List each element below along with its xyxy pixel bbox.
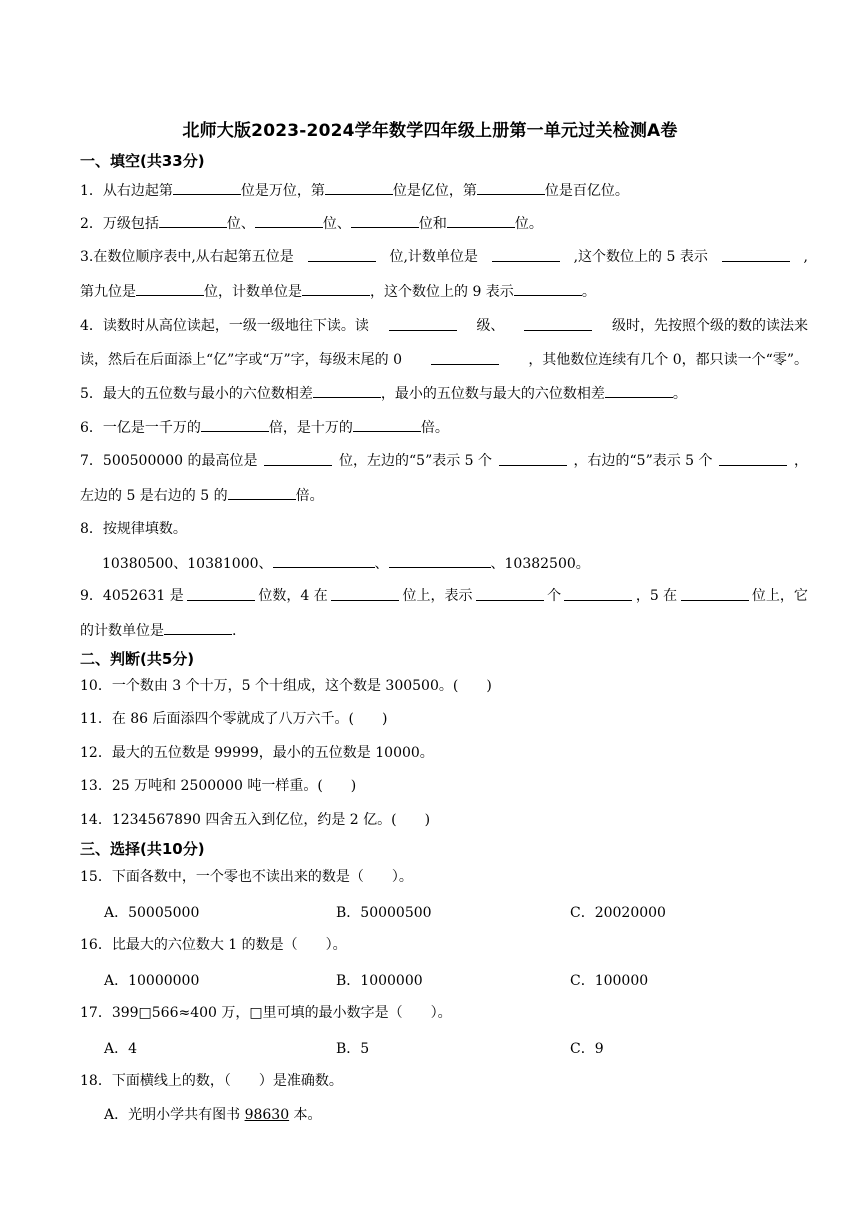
answer-blank[interactable] bbox=[514, 281, 582, 296]
answer-blank[interactable] bbox=[136, 281, 204, 296]
question-2: 2．万级包括 位、 位、 位和 位。 bbox=[80, 213, 543, 234]
answer-blank[interactable] bbox=[159, 213, 227, 228]
option-b[interactable]: B．50000500 bbox=[336, 905, 432, 921]
page-title: 北师大版2023-2024学年数学四年级上册第一单元过关检测A卷 bbox=[182, 121, 678, 141]
question-16: 16．比最大的六位数大 1 的数是（ ）。 bbox=[80, 937, 347, 953]
answer-blank[interactable] bbox=[164, 620, 232, 635]
option-b[interactable]: B．5 bbox=[336, 1041, 370, 1057]
option-c[interactable]: C．20020000 bbox=[570, 905, 666, 921]
question-14: 14．1234567890 四舍五入到亿位，约是 2 亿。( ) bbox=[80, 812, 431, 828]
question-9-line-2: 的计数单位是 . bbox=[80, 620, 236, 641]
answer-blank[interactable] bbox=[187, 586, 255, 601]
question-8: 8．按规律填数。 bbox=[80, 521, 187, 537]
answer-blank[interactable] bbox=[353, 417, 421, 432]
option-a[interactable]: A．10000000 bbox=[104, 973, 200, 989]
answer-blank[interactable] bbox=[605, 383, 673, 398]
option-a[interactable]: A．光明小学共有图书 98630 本。 bbox=[104, 1107, 322, 1123]
answer-blank[interactable] bbox=[431, 350, 499, 365]
question-1: 1．从右边起第 位是万位，第 位是亿位，第 位是百亿位。 bbox=[80, 180, 629, 201]
answer-blank[interactable] bbox=[302, 281, 370, 296]
answer-blank[interactable] bbox=[564, 586, 632, 601]
underlined-number: 98630 bbox=[244, 1107, 290, 1123]
answer-blank[interactable] bbox=[681, 586, 749, 601]
answer-blank[interactable] bbox=[389, 553, 491, 568]
section-choice-heading: 三、选择(共10分) bbox=[80, 840, 205, 858]
option-a[interactable]: A．50005000 bbox=[104, 905, 200, 921]
answer-blank[interactable] bbox=[308, 247, 376, 262]
answer-blank[interactable] bbox=[325, 180, 393, 195]
answer-blank[interactable] bbox=[331, 586, 399, 601]
answer-blank[interactable] bbox=[722, 247, 790, 262]
answer-blank[interactable] bbox=[313, 383, 381, 398]
option-c[interactable]: C．9 bbox=[570, 1041, 604, 1057]
question-13: 13．25 万吨和 2500000 吨一样重。( ) bbox=[80, 778, 357, 794]
answer-blank[interactable] bbox=[524, 316, 592, 331]
question-17: 17．399□566≈400 万，□里可填的最小数字是（ ）。 bbox=[80, 1005, 452, 1021]
question-12: 12．最大的五位数是 99999，最小的五位数是 10000。 bbox=[80, 745, 434, 761]
option-c[interactable]: C．100000 bbox=[570, 973, 649, 989]
question-3-line-2: 第九位是 位，计数单位是 ，这个数位上的 9 表示 。 bbox=[80, 281, 596, 302]
question-7-line-1: 7．500500000 的最高位是 位，左边的“5”表示 5 个 ，右边的“5”表示 5 个 ， bbox=[80, 453, 808, 469]
answer-blank[interactable] bbox=[492, 247, 560, 262]
answer-blank[interactable] bbox=[476, 586, 544, 601]
question-18: 18．下面横线上的数，（ ）是准确数。 bbox=[80, 1073, 343, 1089]
answer-blank[interactable] bbox=[273, 553, 375, 568]
answer-blank[interactable] bbox=[351, 213, 419, 228]
answer-blank[interactable] bbox=[477, 180, 545, 195]
answer-blank[interactable] bbox=[447, 213, 515, 228]
answer-blank[interactable] bbox=[499, 451, 567, 466]
question-8-sequence: 10380500、10381000、 、 、10382500。 bbox=[102, 553, 590, 574]
answer-blank[interactable] bbox=[201, 417, 269, 432]
question-5: 5．最大的五位数与最小的六位数相差 ，最小的五位数与最大的六位数相差 。 bbox=[80, 383, 687, 404]
section-judge-heading: 二、判断(共5分) bbox=[80, 650, 195, 668]
question-10: 10．一个数由 3 个十万，5 个十组成，这个数是 300500。( ) bbox=[80, 678, 492, 694]
question-15: 15．下面各数中，一个零也不读出来的数是（ ）。 bbox=[80, 869, 413, 885]
answer-blank[interactable] bbox=[228, 485, 296, 500]
question-4-line-2: 读，然后在后面添上“亿”字或“万”字，每级末尾的 0 ，其他数位连续有几个 0，都只读一个“零”。 bbox=[80, 352, 808, 368]
question-4-line-1: 4．读数时从高位读起，一级一级地往下读。读 级、 级时，先按照个级的数的读法来 bbox=[80, 318, 808, 334]
question-11: 11．在 86 后面添四个零就成了八万六千。( ) bbox=[80, 711, 388, 727]
answer-blank[interactable] bbox=[264, 451, 332, 466]
answer-blank[interactable] bbox=[173, 180, 241, 195]
question-6: 6．一亿是一千万的 倍，是十万的 倍。 bbox=[80, 417, 449, 438]
question-7-line-2: 左边的 5 是右边的 5 的 倍。 bbox=[80, 485, 324, 506]
section-fill-blank-heading: 一、填空(共33分) bbox=[80, 152, 205, 170]
answer-blank[interactable] bbox=[255, 213, 323, 228]
question-9-line-1: 9．4052631 是 位数，4 在 位上，表示 个 ，5 在 位上，它 bbox=[80, 588, 808, 604]
answer-blank[interactable] bbox=[389, 316, 457, 331]
answer-blank[interactable] bbox=[719, 451, 787, 466]
question-3-line-1: 3.在数位顺序表中,从右起第五位是 位,计数单位是 ,这个数位上的 5 表示 , bbox=[80, 249, 808, 265]
option-b[interactable]: B．1000000 bbox=[336, 973, 423, 989]
option-a[interactable]: A．4 bbox=[104, 1041, 138, 1057]
